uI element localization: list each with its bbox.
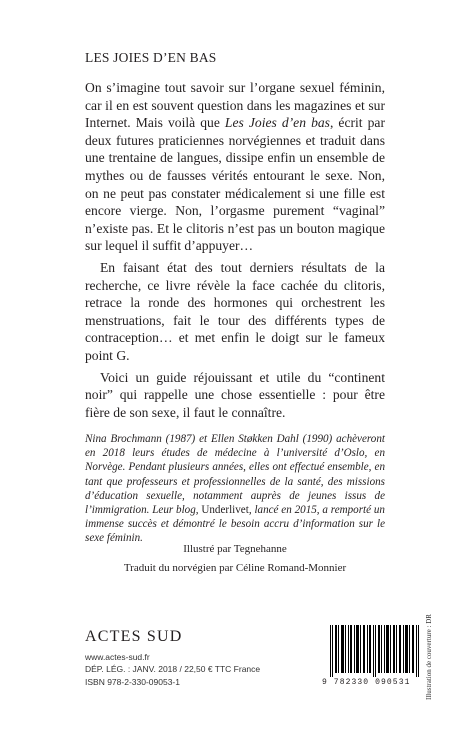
isbn: ISBN 978-2-330-09053-1 [85,676,180,687]
publisher-website: www.actes-sud.fr [85,652,150,662]
credits [85,540,385,578]
barcode-digits: 9 782330 090531 [322,678,411,687]
blurb-paragraph-3: Voici un guide réjouissant et utile du “continent noir” qui rappelle une chose essentielle : pour être fière de son sexe, il faut le connaître. [85,369,385,420]
illustrator-credit: Illustré par Tegnehanne [183,543,287,555]
cover-illustration-credit: Illustration de couverture : DR [425,614,433,700]
book-title: LES JOIES D’EN BAS [85,50,217,65]
authors-bio: Nina Brochmann (1987) et Ellen Støkken Dahl (1990) achèveront en 2018 leurs études de médecine à l’université d’Oslo, en Norvège. Pendant plusieurs années, elles ont effectué ensemble, en tant que professeurs et professionnelles de la santé, des missions d’éducation sexuelle, notamment auprès de jeunes issus de l’immigration. Leur blog, Underlivet, lancé en 2015, a remporté un immense succès et démontré le besoin accru d’information sur le sexe féminin. [85,433,385,545]
barcode [320,625,430,690]
blog-name: Underlivet [201,504,249,517]
publisher-logo: ACTES SUD [85,628,183,645]
blurb-text [85,79,385,425]
legal-deposit: DÉP. LÉG. : JANV. 2018 / 22,50 € TTC France [85,664,261,675]
blurb-paragraph-1: On s’imagine tout savoir sur l’organe sexuel féminin, car il en est souvent question dans les magazines et sur Internet. Mais voilà que Les Joies d’en bas, écrit par deux futures praticiennes norvégiennes et traduit dans une trentaine de langues, dissipe enfin un ensemble de mythes ou de fausses vérités entourant le sexe. Non, on ne peut pas constater médicalement si une fille est encore vierge. Non, l’orgasme purement “vaginal” n’existe pas. Et le clitoris n’est pas un bouton magique sur lequel il suffit d’appuyer… [85,80,385,254]
barcode-icon [326,625,426,677]
blurb-paragraph-2: En faisant état des tout derniers résultats de la recherche, ce livre révèle la face cachée du clitoris, retrace la ronde des hormones qui orchestrent les menstruations, fait le tour des différents types de contraception… et met enfin le doigt sur le fameux point G. [85,259,385,363]
publisher-info [85,651,260,688]
translator-credit: Traduit du norvégien par Céline Romand-Monnier [123,562,347,574]
book-title-italic: Les Joies d’en bas [224,115,330,131]
